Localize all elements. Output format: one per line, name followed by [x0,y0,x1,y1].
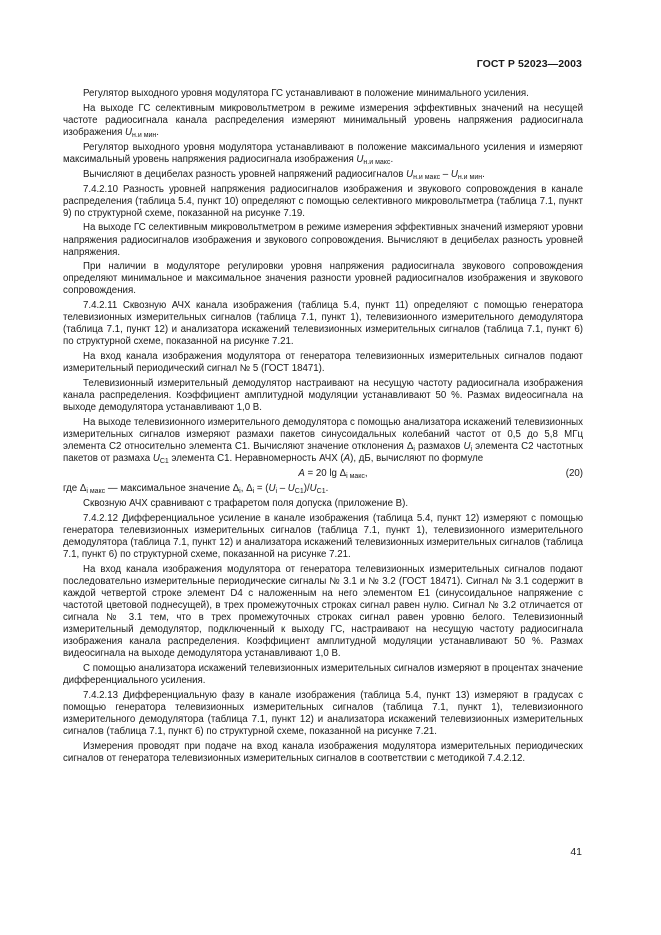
paragraph: Регулятор выходного уровня модулятора ГС устанавливают в положение минимального усиления. [83,88,529,99]
paragraph: На выходе ГС селективным микровольтметром в режиме измерения эффективных значений на несущей частоте радиосигнала канала распределения измеряют минимальный уровень напряжения радиосигнала изображения $U_{н.и мин}$. [63,102,583,139]
formula-explanation: где $\Delta_{i макс}$ — максимальное значение $\Delta_i$, $\Delta_i = (U_i - U_{С1})/U_{С1}$. [63,482,329,495]
paragraph: 7.4.2.12 Дифференциальное усиление в канале изображения (таблица 5.4, пункт 12) измеряют с помощью генератора телевизионных измерительных сигналов (таблица 7.1, пункт 1), телевизионного измерительного демодулятора (таблица 7.1, пункт 12) и анализатора искажений телевизионных измерительных сигналов (таблица 7.1, пункт 6) по структурной схеме, показанной на рисунке 7.21. [63,512,583,560]
paragraph: На выходе ГС селективным микровольтметром в режиме измерения эффективных значений измеряют уровни напряжения радиосигналов изображения и звукового сопровождения. Вычисляют в децибелах разность уровней напряжения. [63,222,583,258]
paragraph: 7.4.2.10 Разность уровней напряжения радиосигналов изображения и звукового сопровождения в канале распределения (таблица 5.4, пункт 10) определяют с помощью селективного микровольтметра (таблица 7.1, пункт 9) по структурной схеме, показанной на рисунке 7.19. [63,183,583,219]
paragraph: При наличии в модуляторе регулировки уровня напряжения радиосигнала звукового сопровождения определяют минимальное и максимальное значения разности уровней радиосигналов изображения и звукового сопровождения. [63,261,583,297]
paragraph: С помощью анализатора искажений телевизионных измерительных сигналов измеряют в процентах значение дифференциального усиления. [63,662,583,686]
paragraph: Вычисляют в децибелах разность уровней напряжений радиосигналов $U_{н.и макс} - U_{н.и мин}$. [83,168,485,181]
standard-code: ГОСТ Р 52023—2003 [476,58,582,70]
paragraph: Телевизионный измерительный демодулятор настраивают на несущую частоту радиосигнала изображения канала распределения. Коэффициент амплитудной модуляции устанавливают 50 %. Размах видеосигнала на выходе демодулятора устанавливают 1,0 В. [63,378,583,414]
equation-number: (20) [565,468,583,480]
paragraph: 7.4.2.11 Сквозную АЧХ канала изображения (таблица 5.4, пункт 11) определяют с помощью генератора телевизионных измерительных сигналов (таблица 7.1, пункт 1), телевизионного измерительного демодулятора (таблица 7.1, пункт 12) и анализатора искажений телевизионных измерительных сигналов (таблица 7.1, пункт 6) по структурной схеме, показанной на рисунке 7.21. [63,300,583,348]
page-number: 41 [570,846,582,858]
paragraph: Регулятор выходного уровня модулятора устанавливают в положение максимального усиления и измеряют максимальный уровень напряжения радиосигнала изображения $U_{н.и макс}$. [63,141,583,166]
paragraph: На вход канала изображения модулятора от генератора телевизионных измерительных сигналов подают измерительный периодический сигнал № 5 (ГОСТ 18471). [63,351,583,375]
paragraph: Сквозную АЧХ сравнивают с трафаретом поля допуска (приложение В). [83,497,409,509]
document-body [63,88,583,768]
paragraph: 7.4.2.13 Дифференциальную фазу в канале изображения (таблица 5.4, пункт 13) измеряют в градусах с помощью генератора телевизионных измерительных сигналов (таблица 7.1, пункт 1), телевизионного измерительного демодулятора (таблица 7.1, пункт 12) и анализатора искажений телевизионных измерительных сигналов (таблица 7.1, пункт 6) по структурной схеме, показанной на рисунке 7.21. [63,689,583,737]
paragraph: Измерения проводят при подаче на вход канала изображения модулятора измерительных периодических сигналов от генератора телевизионных измерительных сигналов в соответствии с методикой 7.4.2.12. [63,740,583,764]
paragraph: На вход канала изображения модулятора от генератора телевизионных измерительных сигналов подают последовательно измерительные периодические сигналы № 3.1 и № 3.2 (ГОСТ 18471). Сигнал № 3.1 содержит в каждой четвертой строке элемент D4 с наложенным на него элементом Е1 (синусоидальное напряжение с частотой цветовой поднесущей), в трех промежуточных строках сигнал равен нулю. Сигнал № 3.2 отличается от сигнала № 3.1 тем, что в трех промежуточных строках сигнал равен уровню белого. Телевизионный измерительный демодулятор, подключенный к выходу ГС, настраивают на несущую частоту радиосигнала изображения канала распределения. Коэффициент амплитудной модуляции устанавливают 50 %. Размах видеосигнала на выходе демодулятора устанавливают 1,0 В. [63,563,583,659]
formula: A = 20 $\lg \Delta_{i макс}$, (20) [298,468,583,481]
paragraph: На выходе телевизионного измерительного демодулятора с помощью анализатора искажений телевизионных измерительных сигналов измеряют размахи пакетов синусоидальных колебаний частот от 0,5 до 5,8 МГц элемента С2 относительно элемента С1. Вычисляют значение отклонения $\Delta_i$ размахов $U_i$ элемента С2 частотных пакетов от размаха $U_{С1}$ элемента С1. Неравномерность АЧХ (А), дБ, вычисляют по формуле [63,417,583,466]
